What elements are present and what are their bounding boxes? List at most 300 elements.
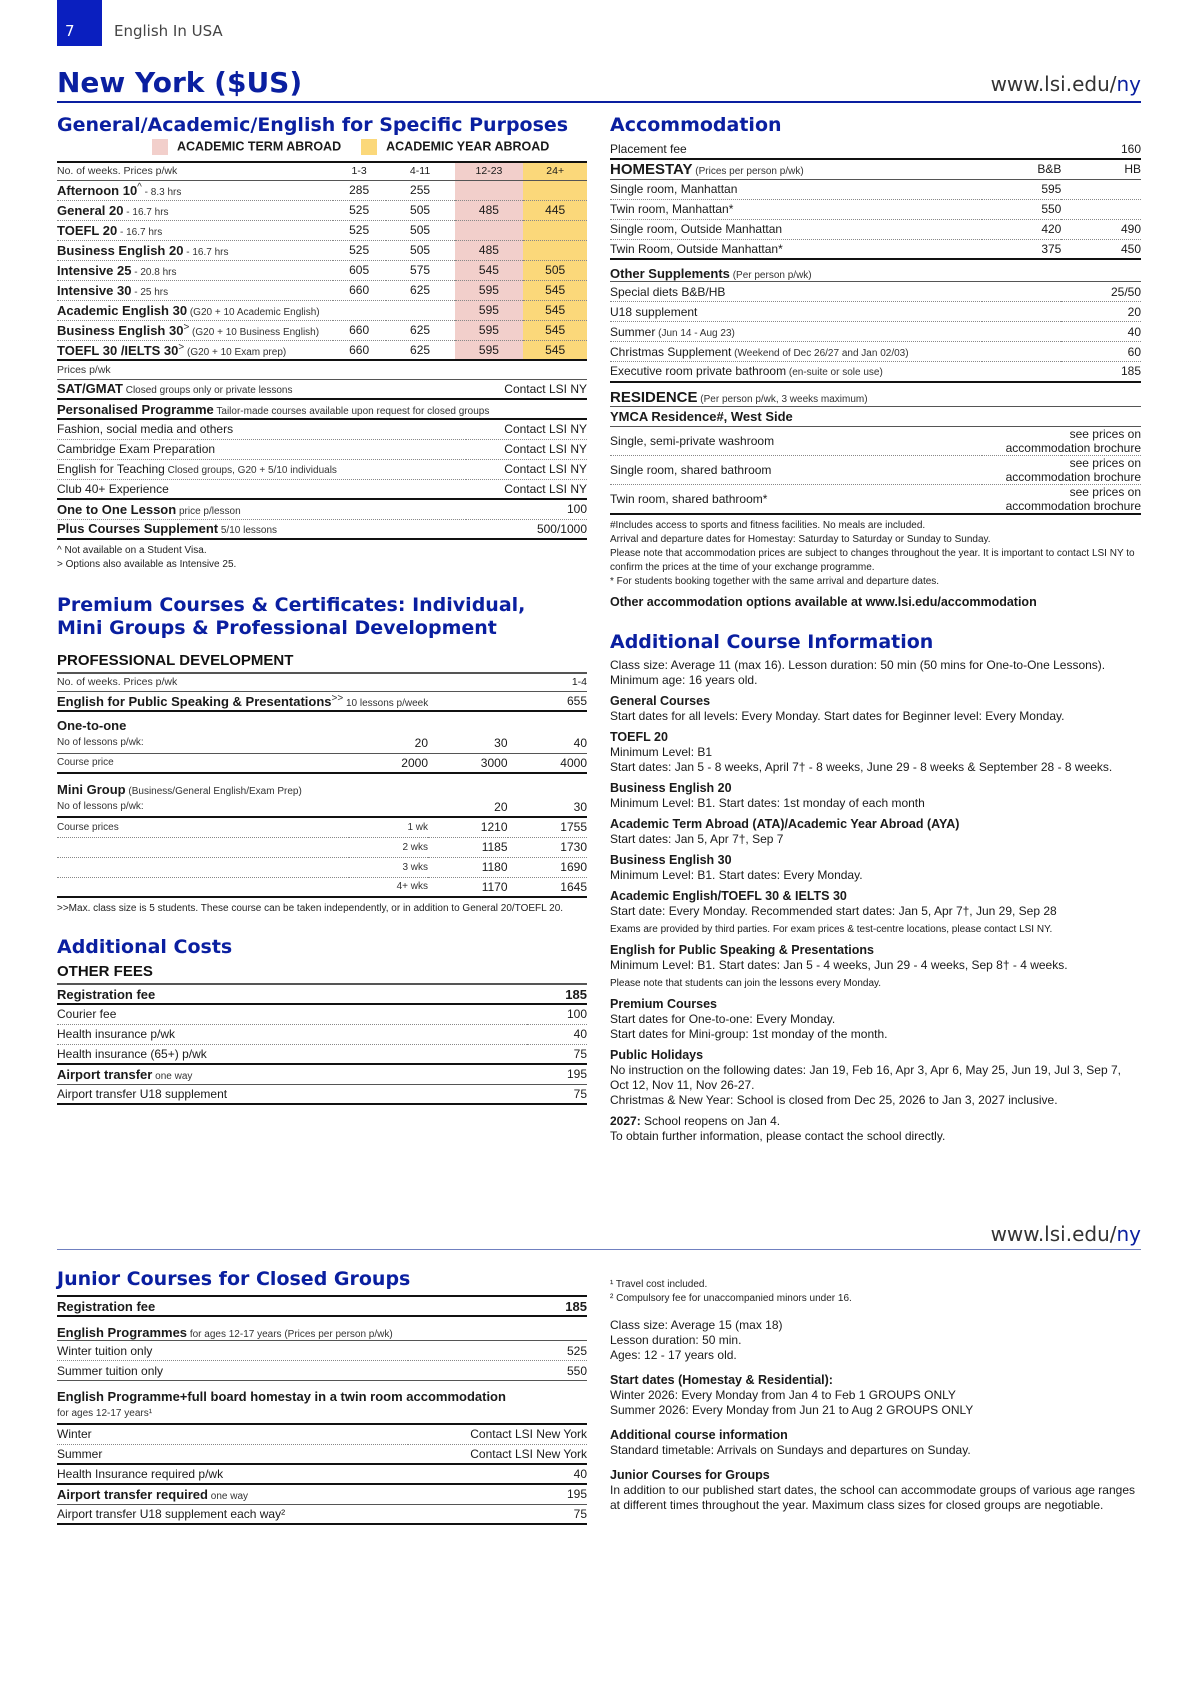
- premium-table: [57, 672, 587, 898]
- weeks-cell: 1 wk: [349, 817, 429, 837]
- section-label: English In USA: [114, 22, 223, 40]
- table-row: [57, 1084, 587, 1104]
- label-main: Special diets B&B/HB: [610, 284, 726, 299]
- row-label: [610, 239, 982, 259]
- table-row: [57, 1296, 587, 1316]
- costs-table: [57, 983, 587, 1105]
- header-rule: [57, 101, 1141, 103]
- column-header: B&B: [982, 159, 1062, 179]
- legend-swatch-term: [152, 139, 168, 155]
- label-main: Summer: [610, 324, 656, 339]
- row-label: [57, 1444, 408, 1464]
- junior-class-info: [610, 1318, 1141, 1363]
- homestay-programme-title: English Programme+full board homestay in a twin room accommodation: [57, 1389, 506, 1404]
- price-cell: 485: [455, 240, 524, 260]
- row-label: [57, 877, 349, 897]
- label-main: Airport transfer required: [57, 1486, 208, 1502]
- label-main: RESIDENCE: [610, 388, 698, 406]
- table-row: [57, 691, 587, 711]
- spacer: [349, 673, 429, 691]
- table-row: [57, 399, 587, 419]
- table-row: [57, 320, 587, 340]
- table-row: [57, 1424, 587, 1444]
- price-cell: [1061, 179, 1141, 199]
- legend: [152, 139, 587, 155]
- label-note: (Prices per person p/wk): [692, 165, 804, 177]
- label-note: (Per person p/wk): [729, 270, 812, 281]
- class-info-line: Ages: 12 - 17 years old.: [610, 1348, 737, 1362]
- row-label: [610, 199, 982, 219]
- reopen-text: School reopens on Jan 4.: [640, 1113, 781, 1128]
- price-cell: 1210: [428, 817, 508, 837]
- left-column: [57, 114, 587, 1105]
- price-cell: 375: [982, 239, 1062, 259]
- label-note: one way: [152, 1070, 193, 1082]
- row-label: [57, 439, 466, 459]
- price-cell: [523, 220, 587, 240]
- price-cell: [455, 220, 524, 240]
- table-row: [57, 1464, 587, 1484]
- table-row: [57, 220, 587, 240]
- table-row: [57, 837, 587, 857]
- legend-term: ACADEMIC TERM ABROAD: [152, 139, 341, 155]
- label-note: (Jun 14 - Aug 23): [655, 327, 735, 339]
- table-row: [610, 322, 1141, 342]
- label-note: - 20.8 hrs: [131, 266, 177, 278]
- accommodation-note: * For students booking together with the same arrival and departure dates.: [610, 575, 940, 587]
- price-cell: 100: [466, 499, 587, 519]
- row-label: [57, 260, 333, 280]
- table-row: [57, 1004, 587, 1024]
- price-cell: Contact LSI NY: [466, 439, 587, 459]
- general-table: [57, 161, 587, 361]
- table-row: [57, 1504, 587, 1524]
- row-label: [610, 282, 1061, 302]
- row-label: Twin room, shared bathroom*: [610, 484, 982, 514]
- row-label: [57, 320, 333, 340]
- spacer: [349, 797, 429, 817]
- label-note: one way: [207, 1490, 249, 1502]
- table-row: [57, 280, 587, 300]
- price-cell: [333, 300, 386, 320]
- legend-year: ACADEMIC YEAR ABROAD: [361, 139, 549, 155]
- row-label: [57, 499, 466, 519]
- price-cell: 550: [408, 1361, 587, 1381]
- price-cell: 625: [386, 320, 455, 340]
- label-main: Other Supplements: [610, 266, 730, 281]
- info-line: Start dates for Mini-group: 1st monday of the month.: [610, 1026, 888, 1041]
- table-row: [610, 139, 1141, 159]
- info-line: Minimum Level: B1. Start dates: Jan 5 - 4 weeks, Jun 29 - 4 weeks, Sep 8† - 4 weeks.: [610, 957, 1068, 972]
- price-cell: 75: [408, 1504, 587, 1524]
- info-heading: Academic English/TOEFL 30 & IELTS 30: [610, 888, 847, 903]
- label-main: U18 supplement: [610, 304, 698, 319]
- label-note: Closed groups only or private lessons: [122, 385, 293, 397]
- residence-title: [610, 382, 1141, 407]
- table-row: [57, 180, 587, 200]
- lessons-cell: 20: [349, 733, 429, 753]
- price-cell: Contact LSI New York: [408, 1424, 587, 1444]
- row-label: [57, 1504, 408, 1524]
- class-info-line: Lesson duration: 50 min.: [610, 1333, 742, 1347]
- row-label: [57, 984, 527, 1004]
- row-label: [57, 180, 333, 200]
- row-label: Course prices: [57, 817, 349, 837]
- row-label: [57, 1341, 408, 1361]
- table-row: [610, 179, 1141, 199]
- table-row: [610, 302, 1141, 322]
- label-main: Winter: [57, 1427, 92, 1442]
- label-main: Airport transfer U18 supplement each way²: [57, 1506, 286, 1521]
- price-cell: 25/50: [1061, 282, 1141, 302]
- price-cell: 60: [1061, 342, 1141, 362]
- label-note: 10 lessons p/week: [343, 697, 429, 709]
- price-cell: [386, 300, 455, 320]
- footnote: > Options also available as Intensive 25.: [57, 559, 237, 570]
- label-main: Airport transfer: [57, 1066, 153, 1082]
- price-cell: 505: [386, 200, 455, 220]
- column-header: 4-11: [386, 162, 455, 180]
- table-row: [57, 260, 587, 280]
- costs-title: Additional Costs: [57, 936, 233, 958]
- info-heading: General Courses: [610, 693, 711, 708]
- table-row: [57, 1341, 587, 1361]
- price-cell: 445: [523, 200, 587, 220]
- price-cell: see prices on accommodation brochure: [982, 484, 1141, 514]
- header-label: No. of weeks. Prices p/wk: [57, 162, 333, 180]
- price-cell: 595: [455, 320, 524, 340]
- row-label: [57, 519, 466, 539]
- reopen-label: 2027:: [610, 1113, 641, 1128]
- homestay-header-row: [610, 159, 1141, 179]
- info-line: Winter 2026: Every Monday from Jan 4 to Feb 1 GROUPS ONLY: [610, 1388, 956, 1402]
- price-cell: 100: [527, 1004, 587, 1024]
- price-cell: 605: [333, 260, 386, 280]
- table-row: [57, 877, 587, 897]
- price-cell: 450: [1061, 239, 1141, 259]
- label-note: - 16.7 hrs: [183, 246, 229, 258]
- table-row: [57, 1444, 587, 1464]
- label-main: Club 40+ Experience: [57, 481, 169, 496]
- table-header-row: [57, 162, 587, 180]
- price-cell: 1645: [508, 877, 588, 897]
- label-note: Closed groups, G20 + 5/10 individuals: [164, 465, 337, 476]
- row-label: [610, 179, 982, 199]
- price-cell: 505: [523, 260, 587, 280]
- label-main: Single room, Manhattan: [610, 182, 738, 196]
- price-cell: 420: [982, 219, 1062, 239]
- price-cell: 195: [408, 1484, 587, 1504]
- table-row: [610, 455, 1141, 484]
- price-cell: 660: [333, 320, 386, 340]
- price-cell: 285: [333, 180, 386, 200]
- table-row: [610, 219, 1141, 239]
- price-cell: 525: [408, 1341, 587, 1361]
- label-note: (en-suite or sole use): [786, 367, 883, 379]
- label-main: Academic English 30: [57, 302, 188, 318]
- url-prefix: www.lsi.edu/: [990, 1222, 1117, 1246]
- table-row: [610, 342, 1141, 362]
- row-label: [57, 1004, 527, 1024]
- homestay-title: [610, 159, 982, 179]
- price-cell: 490: [1061, 219, 1141, 239]
- price-cell: 75: [527, 1084, 587, 1104]
- row-label: Single, semi-private washroom: [610, 426, 982, 455]
- info-heading: Business English 20: [610, 780, 732, 795]
- class-info-line: Class size: Average 15 (max 18): [610, 1318, 783, 1332]
- label-note: for ages 12-17 years (Prices per person p/wk): [187, 1329, 393, 1340]
- table-row: [57, 200, 587, 220]
- label-main: Registration fee: [57, 986, 156, 1002]
- table-row: [57, 439, 587, 459]
- price-cell: 525: [333, 240, 386, 260]
- info-line: Summer 2026: Every Monday from Jun 21 to Aug 2 GROUPS ONLY: [610, 1403, 974, 1417]
- price-cell: 505: [386, 220, 455, 240]
- row-label: No of lessons p/wk:: [57, 733, 349, 753]
- homestay-note-row: [57, 1404, 587, 1424]
- price-cell: 1730: [508, 837, 588, 857]
- label-main: Mini Group: [57, 782, 126, 797]
- price-cell: Contact LSI NY: [466, 379, 587, 399]
- price-cell: 545: [523, 300, 587, 320]
- junior-column: [57, 1268, 587, 1525]
- price-cell: Contact LSI NY: [466, 419, 587, 439]
- junior-info: [610, 1278, 1141, 1513]
- course-info: [610, 658, 1141, 1144]
- header-label: No. of weeks. Prices p/wk: [57, 673, 349, 691]
- programmes-header-row: [57, 1316, 587, 1341]
- label-main: TOEFL 30 /IELTS 30: [57, 342, 179, 358]
- weeks-cell: 4+ wks: [349, 877, 429, 897]
- row-label: [57, 300, 333, 320]
- junior-table: [57, 1295, 587, 1525]
- price-cell: see prices on accommodation brochure: [982, 455, 1141, 484]
- info-heading: Business English 30: [610, 852, 732, 867]
- price-cell: [523, 240, 587, 260]
- table-row: [610, 362, 1141, 382]
- price-cell: 185: [408, 1296, 587, 1316]
- price-cell: 660: [333, 280, 386, 300]
- label-main: Business English 20: [57, 242, 184, 258]
- price-cell: 545: [523, 340, 587, 360]
- price-cell: 545: [523, 280, 587, 300]
- column-header: 24+: [523, 162, 587, 180]
- info-heading: Premium Courses: [610, 996, 717, 1011]
- info-line: No instruction on the following dates: Jan 19, Feb 16, Apr 3, Apr 6, May 25, Jun 19, Jul 3, Sep 7, Oct 12, Nov 11, Nov 26-27.: [610, 1062, 1121, 1092]
- info-note: Please note that students can join the lessons every Monday.: [610, 977, 882, 989]
- price-cell: 4000: [508, 753, 588, 773]
- row-label: [57, 1361, 408, 1381]
- footnote-marker: >: [183, 322, 190, 333]
- info-line: Christmas & New Year: School is closed from Dec 25, 2026 to Jan 3, 2027 inclusive.: [610, 1092, 1058, 1107]
- price-cell: 595: [455, 300, 524, 320]
- info-heading: TOEFL 20: [610, 729, 668, 744]
- info-heading: English for Public Speaking & Presentations: [610, 942, 874, 957]
- premium-title-line: Premium Courses & Certificates: Individual,: [57, 594, 526, 616]
- price-cell: 255: [386, 180, 455, 200]
- price-cell: 1180: [428, 857, 508, 877]
- info-line: Minimum Level: B1. Start dates: Every Monday.: [610, 867, 863, 882]
- price-cell: 1755: [508, 817, 588, 837]
- info-heading: Additional course information: [610, 1428, 788, 1442]
- label-main: English for Public Speaking & Presentations: [57, 693, 332, 709]
- accommodation-table: [610, 139, 1141, 515]
- table-row: [57, 479, 587, 499]
- footnote: ^ Not available on a Student Visa.: [57, 545, 207, 556]
- junior-title: Junior Courses for Closed Groups: [57, 1268, 411, 1290]
- row-label: [57, 1424, 408, 1444]
- row-label: [57, 459, 466, 479]
- price-cell: Contact LSI New York: [408, 1444, 587, 1464]
- lessons-cell: 40: [508, 733, 588, 753]
- info-heading: Start dates (Homestay & Residential):: [610, 1373, 833, 1387]
- price-cell: 185: [1061, 362, 1141, 382]
- other-courses-table: [57, 361, 587, 540]
- info-line: Start dates: Jan 5 - 8 weeks, April 7† - 8 weeks, June 29 - 8 weeks & September 28 - 8 weeks.: [610, 759, 1113, 774]
- row-label: [610, 139, 1061, 159]
- price-cell: 505: [386, 240, 455, 260]
- weeks-cell: 2 wks: [349, 837, 429, 857]
- page-number-badge: 7: [57, 0, 102, 46]
- table-row: [57, 797, 587, 817]
- label-main: Registration fee: [57, 1298, 156, 1314]
- table-row: [57, 733, 587, 753]
- price-cell: Contact LSI NY: [466, 459, 587, 479]
- price-cell: 625: [386, 340, 455, 360]
- label-note: (Weekend of Dec 26/27 and Jan 02/03): [731, 347, 909, 359]
- row-label: [57, 1464, 408, 1484]
- row-label: [57, 240, 333, 260]
- table-row: [610, 484, 1141, 514]
- row-label: [57, 1084, 527, 1104]
- label-main: Plus Courses Supplement: [57, 521, 219, 537]
- junior-footnote: ¹ Travel cost included.: [610, 1279, 708, 1290]
- url-suffix: ny: [1116, 72, 1141, 96]
- professional-development-heading: PROFESSIONAL DEVELOPMENT: [57, 652, 294, 669]
- table-row: [57, 300, 587, 320]
- junior-footnote: ² Compulsory fee for unaccompanied minors under 16.: [610, 1293, 852, 1304]
- table-row: [610, 426, 1141, 455]
- homestay-programme-note: for ages 12-17 years¹: [57, 1404, 587, 1424]
- price-cell: 545: [455, 260, 524, 280]
- row-label: [57, 837, 349, 857]
- supplements-header-row: [610, 259, 1141, 282]
- label-main: Summer tuition only: [57, 1363, 164, 1378]
- general-title: General/Academic/English for Specific Purposes: [57, 114, 569, 136]
- label-main: Executive room private bathroom: [610, 364, 787, 379]
- table-row: [610, 239, 1141, 259]
- label-main: Intensive 25: [57, 262, 132, 278]
- price-cell: 550: [982, 199, 1062, 219]
- table-row: [57, 1361, 587, 1381]
- price-cell: 160: [1061, 139, 1141, 159]
- row-label: No of lessons p/wk:: [57, 797, 349, 817]
- other-accommodation-link[interactable]: Other accommodation options available at www.lsi.edu/accommodation: [610, 594, 1037, 609]
- info-line: Minimum Level: B1: [610, 744, 713, 759]
- accommodation-note: Please note that accommodation prices are subject to changes throughout the year. It is important to contact LSI NY to confirm the prices at the time of your exchange programme.: [610, 547, 1135, 573]
- label-note: - 8.3 hrs: [141, 187, 182, 198]
- price-cell: [523, 180, 587, 200]
- price-cell: 40: [527, 1024, 587, 1044]
- site-url[interactable]: [991, 72, 1141, 96]
- row-label: [57, 857, 349, 877]
- url-suffix: ny: [1116, 1222, 1141, 1246]
- label-main: SAT/GMAT: [57, 381, 123, 397]
- label-main: Business English 30: [57, 323, 184, 338]
- row-label: [57, 419, 466, 439]
- info-line: Start date: Every Monday. Recommended start dates: Jan 5, Apr 7†, Jun 29, Sep 28: [610, 903, 1057, 918]
- reopen-line: [610, 1114, 1141, 1129]
- url-prefix: www.lsi.edu/: [990, 72, 1117, 96]
- subheading-row: [57, 773, 587, 797]
- label-note: - 25 hrs: [131, 286, 169, 298]
- label-main: English Programmes: [57, 1325, 188, 1340]
- label-main: Intensive 30: [57, 282, 132, 298]
- site-url-2[interactable]: [991, 1222, 1141, 1246]
- row-label: [610, 302, 1061, 322]
- price-cell: 595: [982, 179, 1062, 199]
- course-info-title: Additional Course Information: [610, 630, 934, 653]
- price-cell: 20: [1061, 302, 1141, 322]
- table-header-row: [57, 673, 587, 691]
- info-line: In addition to our published start dates, the school can accommodate groups of various age ranges at different times throughout the year. Maximum class sizes for closed groups are negotiable.: [610, 1483, 1135, 1512]
- row-label: [610, 322, 1061, 342]
- row-label: [57, 200, 333, 220]
- info-line: Start dates: Jan 5, Apr 7†, Sep 7: [610, 831, 784, 846]
- premium-title-line: Mini Groups & Professional Development: [57, 617, 497, 639]
- residence-header-row: [610, 382, 1141, 407]
- weeks-cell: 3 wks: [349, 857, 429, 877]
- residence-name: YMCA Residence#, West Side: [610, 406, 1141, 426]
- label-main: Twin room, Manhattan*: [610, 202, 734, 216]
- label-main: Health Insurance required p/wk: [57, 1467, 224, 1481]
- page-title: New York ($US): [57, 66, 303, 99]
- table-row: [57, 340, 587, 360]
- row-label: [610, 342, 1061, 362]
- accommodation-note: #Includes access to sports and fitness facilities. No meals are included.: [610, 519, 926, 531]
- table-row: [610, 199, 1141, 219]
- row-label: [57, 1484, 408, 1504]
- table-row: [57, 379, 587, 399]
- row-label: Course price: [57, 753, 349, 773]
- subheading-row: [57, 711, 587, 733]
- course-info-intro: Class size: Average 11 (max 16). Lesson duration: 50 min (50 mins for One-to-One Lessons). Minimum age: 16 years old.: [610, 657, 1106, 687]
- label-main: General 20: [57, 202, 124, 218]
- info-heading: Academic Term Abroad (ATA)/Academic Year Abroad (AYA): [610, 816, 960, 831]
- price-cell: Contact LSI NY: [466, 479, 587, 499]
- table-row: [57, 1484, 587, 1504]
- price-cell: 40: [408, 1464, 587, 1484]
- price-cell: 595: [455, 340, 524, 360]
- price-cell: 625: [386, 280, 455, 300]
- row-label: [57, 340, 333, 360]
- header-label: Prices p/wk: [57, 361, 466, 379]
- row-label: [610, 362, 1061, 382]
- column-header: HB: [1061, 159, 1141, 179]
- lessons-cell: 20: [428, 797, 508, 817]
- price-cell: 660: [333, 340, 386, 360]
- info-heading: Public Holidays: [610, 1047, 704, 1062]
- price-cell: see prices on accommodation brochure: [982, 426, 1141, 455]
- table-row: [57, 1024, 587, 1044]
- info-heading: Junior Courses for Groups: [610, 1468, 770, 1482]
- row-label: [57, 220, 333, 240]
- label-note: 5/10 lessons: [218, 525, 278, 537]
- price-cell: 525: [333, 220, 386, 240]
- price-cell: 1185: [428, 837, 508, 857]
- label-main: HOMESTAY: [610, 160, 693, 178]
- price-cell: 195: [527, 1064, 587, 1084]
